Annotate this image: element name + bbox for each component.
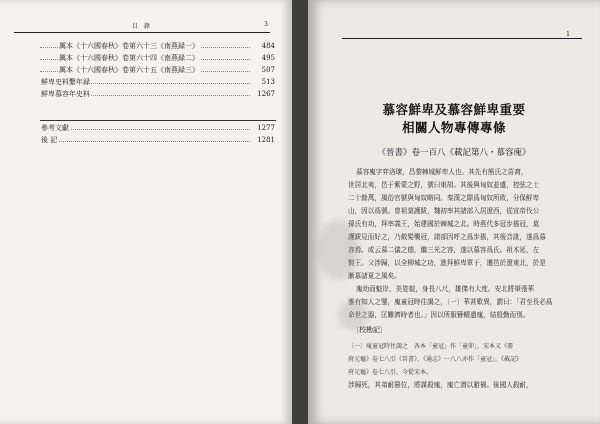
body-line: 二十餘萬，風俗官號與匈奴略同。秦漢之際爲匈奴所敗，分保鮮卑 [348,194,540,202]
left-page [0,0,292,424]
toc-entry-title: 厲本《十六國春秋》卷第六十四《南燕録二》 [59,54,199,62]
toc-entry-page: 507 [261,66,275,74]
toc-entry-title: 鮮卑慕容年史料 [41,90,90,98]
body-line: 雅有知人之鑒，廆童冠時往謁之，〔一〕華甚歎異，謂曰：「君至長必爲 [348,298,553,306]
running-head-title: 目 錄 [132,23,152,30]
section-heading: 《晉書》卷一百八《載記第八・慕容廆》 [377,148,531,158]
body-line: 命世之器，匡難濟時者也。」因以所服簪幘遺廆，結殷勤而別。 [348,311,530,319]
toc-entry-page: 484 [261,42,275,50]
running-head [14,20,270,33]
toc-entry-title: 參考文獻 [41,124,69,132]
collation-note-line: 府元龜》卷七八引《晉書》、《通志》一八八亦作「童冠」。《載記》 [348,356,523,363]
toc-entry-page: 1277 [257,124,275,132]
collation-note-line: 府元龜》卷七八引，今從宋本。 [348,369,433,376]
toc-entry-title: 鮮卑史料繫年録 [41,78,90,86]
page-number: 3 [264,21,268,28]
toc-entry-page: 495 [261,54,275,62]
toc-entry [40,134,276,146]
header-rule [342,38,582,39]
body-line: 護跋見而好之，乃斂髮襲冠，諸部因呼之爲步搖，其後音訛，遂爲慕 [348,233,546,241]
toc-entry [40,64,276,76]
body-line: 世居北夷，邑于紫蒙之野，號曰東胡。其後與匈奴並盛，控弦之士 [348,181,540,189]
page-number: 1 [566,31,570,38]
toc-entry-title: 後 記 [41,136,58,144]
toc-entry [40,88,276,100]
body-line: 廆幼而魁岸，美姿貌，身長八尺，雄傑有大度。安北將軍張華 [356,285,535,293]
body-line: 山，因以爲號。曾祖莫護跋，魏初率其諸部入居遼西，從宣帝伐公 [348,207,540,215]
chapter-title-line-2: 相關人物專傳專條 [401,120,506,135]
toc-entry-page: 1281 [257,136,275,144]
toc-entry-page: 513 [261,78,275,86]
toc-entry-page: 1267 [257,90,275,98]
section-divider [40,120,276,121]
chapter-title-line-1: 慕容鮮卑及慕容鮮卑重要 [382,102,526,117]
collation-note-line: 〔一〕廆童冠時往謁之 各本「童冠」作「童卯」，宋本又《冊 [348,343,514,350]
body-line: 容焉。或云慕二儀之德，繼三光之容，遂以慕容爲氏。祖木延，左 [348,246,540,254]
body-line: 孫氏有功，拜率義王，始建國於棘城之北。時燕代多冠步搖冠，莫 [348,220,540,228]
toc-entry [40,122,276,134]
toc-entry [40,76,276,88]
body-line: 涉歸死，其弟耐篡位，將謀殺廆，廆亡潛以避禍。後國人殺耐， [348,381,533,389]
toc-entry-title: 厲本《十六國春秋》卷第六十三《南燕録一》 [59,42,199,50]
right-page [308,0,600,424]
toc-entry [40,52,276,64]
body-line: 賢王。父涉歸，以全柳城之功，進拜鮮卑單于，遷邑於遼東北，於是 [348,259,546,267]
toc-entry-title: 厲本《十六國春秋》卷第六十五《南燕録三》 [59,66,199,74]
toc-entry [40,40,276,52]
collation-heading: 〔校勘記〕 [352,326,387,334]
body-line: 漸慕諸夏之風矣。 [348,272,401,280]
body-line: 慕容廆字弈洛瓌，昌黎棘城鮮卑人也。其先有熊氏之苗裔， [356,168,528,176]
